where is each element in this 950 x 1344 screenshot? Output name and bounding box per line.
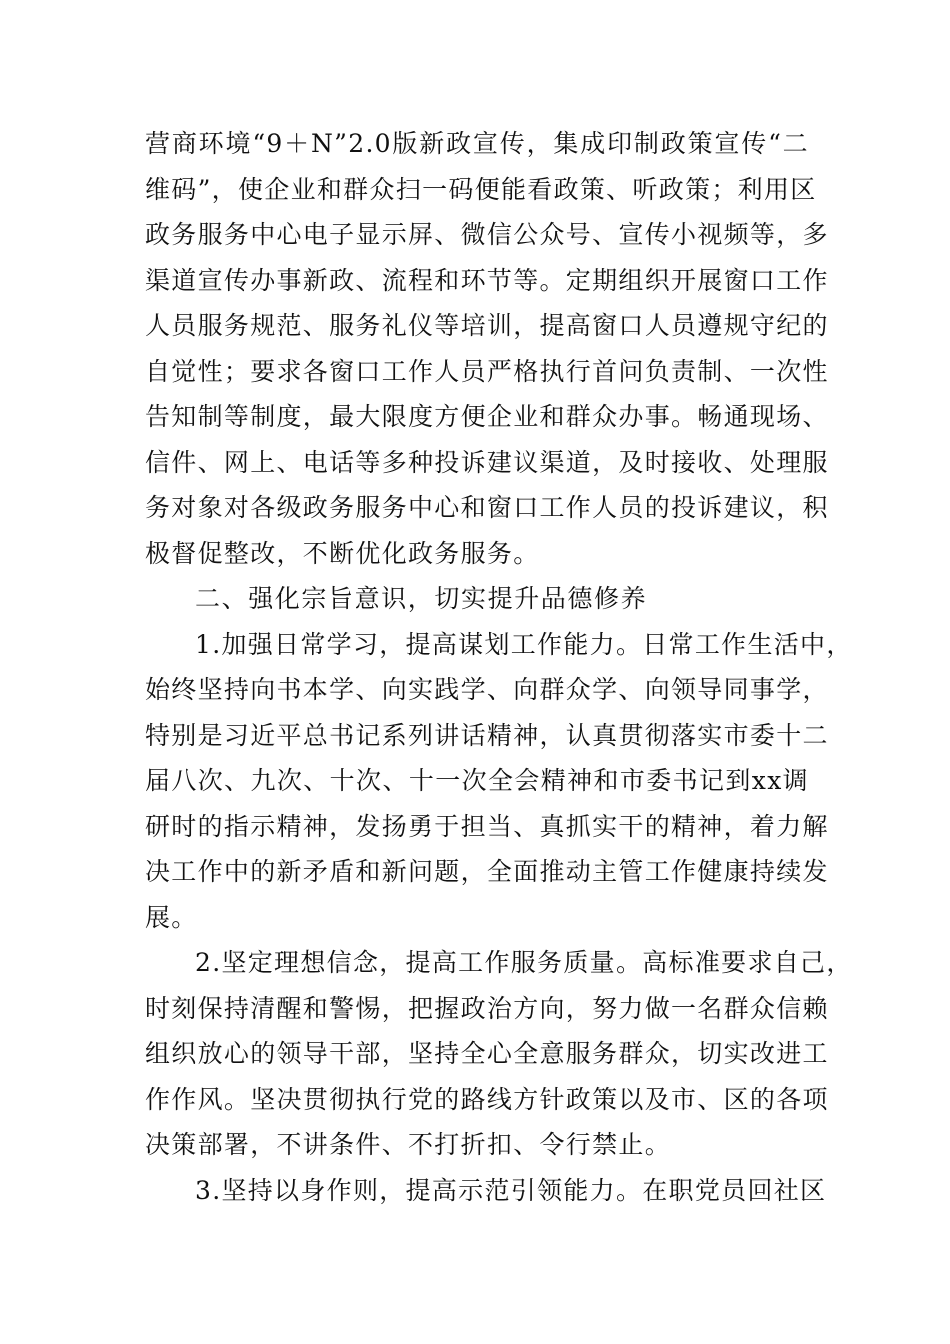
body-line: 2.坚定理想信念，提高工作服务质量。高标准要求自己， <box>195 948 853 977</box>
body-line: 1.加强日常学习，提高谋划工作能力。日常工作生活中， <box>195 629 853 659</box>
body-line: 作作风。坚决贯彻执行党的路线方针政策以及市、区的各项 <box>145 1084 829 1114</box>
body-line: 务对象对各级政务服务中心和窗口工作人员的投诉建议，积 <box>145 493 829 522</box>
document-body <box>145 121 853 1213</box>
body-line: 组织放心的领导干部，坚持全心全意服务群众，切实改进工 <box>145 1039 829 1068</box>
body-line: 人员服务规范、服务礼仪等培训，提高窗口人员遵规守纪的 <box>145 311 829 340</box>
body-line: 始终坚持向书本学、向实践学、向群众学、向领导同事学， <box>145 675 829 704</box>
body-line: 特别是习近平总书记系列讲话精神，认真贯彻落实市委十二 <box>145 720 829 750</box>
body-line: 研时的指示精神，发扬勇于担当、真抓实干的精神，着力解 <box>145 811 829 841</box>
body-line: 极督促整改，不断优化政务服务。 <box>145 538 540 568</box>
body-line: 渠道宣传办事新政、流程和环节等。定期组织开展窗口工作 <box>145 265 829 295</box>
body-line: 自觉性；要求各窗口工作人员严格执行首问负责制、一次性 <box>145 356 829 386</box>
body-line: 维码”，使企业和群众扫一码便能看政策、听政策；利用区 <box>145 174 817 204</box>
body-line: 届八次、九次、十次、十一次全会精神和市委书记到xx调 <box>145 766 809 795</box>
body-line: 时刻保持清醒和警惕，把握政治方向，努力做一名群众信赖 <box>145 993 829 1023</box>
body-line: 展。 <box>145 902 198 932</box>
body-line: 3.坚持以身作则，提高示范引领能力。在职党员回社区 <box>195 1175 827 1205</box>
body-line: 信件、网上、电话等多种投诉建议渠道，及时接收、处理服 <box>145 447 829 477</box>
body-line: 告知制等制度，最大限度方便企业和群众办事。畅通现场、 <box>145 402 829 431</box>
body-line: 决工作中的新矛盾和新问题，全面推动主管工作健康持续发 <box>145 857 829 886</box>
body-line: 政务服务中心电子显示屏、微信公众号、宣传小视频等，多 <box>145 220 829 249</box>
section-heading: 二、强化宗旨意识，切实提升品德修养 <box>195 584 648 613</box>
body-line: 营商环境“9＋N”2.0版新政宣传，集成印制政策宣传“二 <box>145 129 809 158</box>
body-line: 决策部署，不讲条件、不打折扣、令行禁止。 <box>145 1130 672 1159</box>
